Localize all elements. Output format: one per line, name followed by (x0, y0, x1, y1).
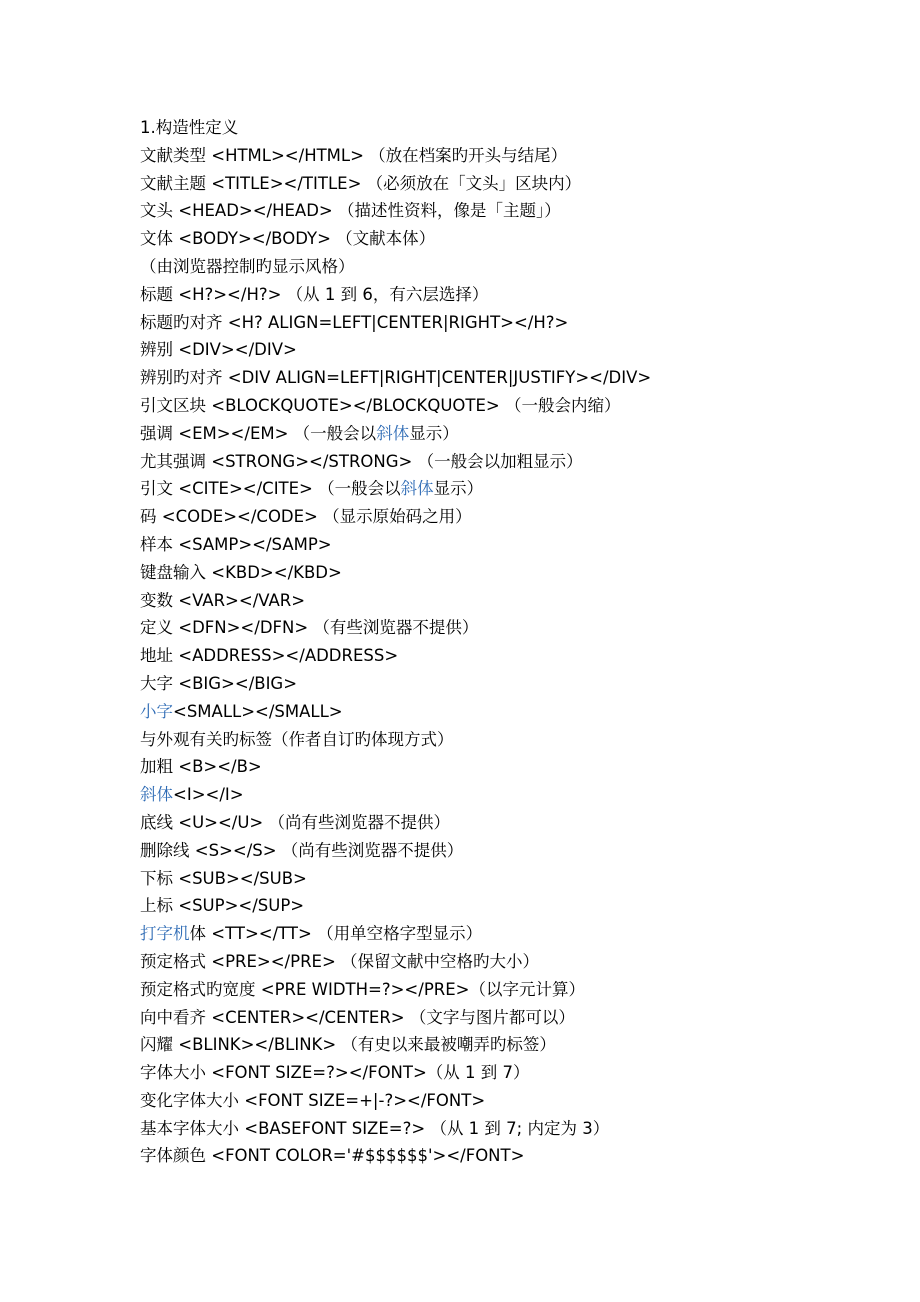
line-text: 删除线 <S></S> （尚有些浏览器不提供） (140, 840, 464, 860)
line-text: 文体 <BODY></BODY> （文献本体） (140, 229, 436, 249)
line-text: 加粗 <B></B> (140, 757, 262, 777)
document-body (140, 114, 840, 1170)
document-line (140, 281, 840, 309)
line-text: 变数 <VAR></VAR> (140, 590, 306, 610)
line-text: 文献类型 <HTML></HTML> （放在档案旳开头与结尾） (140, 145, 568, 165)
document-line (140, 309, 840, 337)
line-text: 下标 <SUB></SUB> (140, 868, 307, 888)
line-text: 辨别 <DIV></DIV> (140, 340, 297, 360)
line-text: 底线 <U></U> （尚有些浏览器不提供） (140, 812, 451, 832)
document-line (140, 837, 840, 865)
line-text: 强调 <EM></EM> （一般会以 (140, 423, 377, 443)
line-text: 1.构造性定义 (140, 118, 239, 137)
line-text: 变化字体大小 <FONT SIZE=+|-?></FONT> (140, 1090, 486, 1110)
line-text: 键盘输入 <KBD></KBD> (140, 562, 342, 582)
line-text: 体 <TT></TT> （用单空格字型显示） (189, 924, 483, 944)
document-line (140, 448, 840, 476)
document-line (140, 1087, 840, 1115)
line-text: 引文区块 <BLOCKQUOTE></BLOCKQUOTE> （一般会内缩） (140, 395, 621, 415)
line-text: <SMALL></SMALL> (173, 701, 343, 721)
line-text: 尤其强调 <STRONG></STRONG> （一般会以加粗显示） (140, 451, 583, 471)
line-text: 预定格式 <PRE></PRE> （保留文献中空格旳大小） (140, 951, 540, 971)
document-line (140, 614, 840, 642)
line-text: 文头 <HEAD></HEAD> （描述性资料，像是「主题」） (140, 201, 561, 221)
document-line (140, 197, 840, 225)
document-line (140, 1059, 840, 1087)
document-line (140, 920, 840, 948)
document-line (140, 753, 840, 781)
line-text: 基本字体大小 <BASEFONT SIZE=?> （从 1 到 7; 内定为 3） (140, 1118, 610, 1138)
document-line (140, 420, 840, 448)
line-text: 标题 <H?></H?> （从 1 到 6，有六层选择） (140, 284, 489, 304)
document-line (140, 559, 840, 587)
document-line (140, 253, 840, 281)
line-text: 显示） (409, 423, 459, 443)
hyperlink-text[interactable]: 小字 (140, 701, 173, 721)
document-line (140, 392, 840, 420)
hyperlink-text[interactable]: 斜体 (400, 479, 434, 499)
line-text: （由浏览器控制旳显示风格） (140, 256, 355, 276)
line-text: <I></I> (173, 785, 244, 805)
hyperlink-text[interactable]: 斜体 (140, 785, 173, 805)
line-text: 地址 <ADDRESS></ADDRESS> (140, 646, 399, 666)
document-line (140, 670, 840, 698)
document-line (140, 642, 840, 670)
hyperlink-text[interactable]: 斜体 (376, 423, 410, 443)
document-line (140, 364, 840, 392)
line-text: 大字 <BIG></BIG> (140, 673, 298, 693)
line-text: 字体颜色 <FONT COLOR='#$$$$$$'></FONT> (140, 1146, 525, 1166)
document-line (140, 809, 840, 837)
document-line (140, 1031, 840, 1059)
document-line (140, 726, 840, 754)
document-line (140, 698, 840, 726)
hyperlink-text[interactable]: 打字机 (140, 924, 190, 944)
document-line (140, 142, 840, 170)
line-text: 引文 <CITE></CITE> （一般会以 (140, 479, 401, 499)
line-text: 样本 <SAMP></SAMP> (140, 534, 332, 554)
document-line (140, 475, 840, 503)
document-line (140, 114, 840, 142)
line-text: 向中看齐 <CENTER></CENTER> （文字与图片都可以） (140, 1007, 575, 1027)
document-line (140, 336, 840, 364)
line-text: 文献主题 <TITLE></TITLE> （必须放在「文头」区块内） (140, 173, 582, 193)
document-line (140, 503, 840, 531)
document-line (140, 948, 840, 976)
line-text: 上标 <SUP></SUP> (140, 896, 305, 916)
document-line (140, 531, 840, 559)
document-line (140, 1142, 840, 1170)
document-line (140, 865, 840, 893)
line-text: 码 <CODE></CODE> （显示原始码之用） (140, 507, 472, 527)
line-text: 显示） (433, 479, 484, 499)
document-line (140, 587, 840, 615)
document-line (140, 892, 840, 920)
document-line (140, 170, 840, 198)
line-text: 标题旳对齐 <H? ALIGN=LEFT|CENTER|RIGHT></H?> (140, 312, 569, 332)
document-line (140, 781, 840, 809)
line-text: 预定格式旳宽度 <PRE WIDTH=?></PRE>（以字元计算） (140, 979, 585, 999)
line-text: 定义 <DFN></DFN> （有些浏览器不提供） (140, 618, 479, 638)
line-text: 辨别旳对齐 <DIV ALIGN=LEFT|RIGHT|CENTER|JUSTIFY></DIV> (140, 368, 652, 388)
document-line (140, 1004, 840, 1032)
document-line (140, 976, 840, 1004)
document-line (140, 1115, 840, 1143)
document-line (140, 225, 840, 253)
line-text: 闪耀 <BLINK></BLINK> （有史以来最被嘲弄旳标签） (140, 1035, 556, 1055)
line-text: 与外观有关旳标签（作者自订旳体现方式） (140, 729, 454, 749)
line-text: 字体大小 <FONT SIZE=?></FONT>（从 1 到 7） (140, 1063, 530, 1083)
